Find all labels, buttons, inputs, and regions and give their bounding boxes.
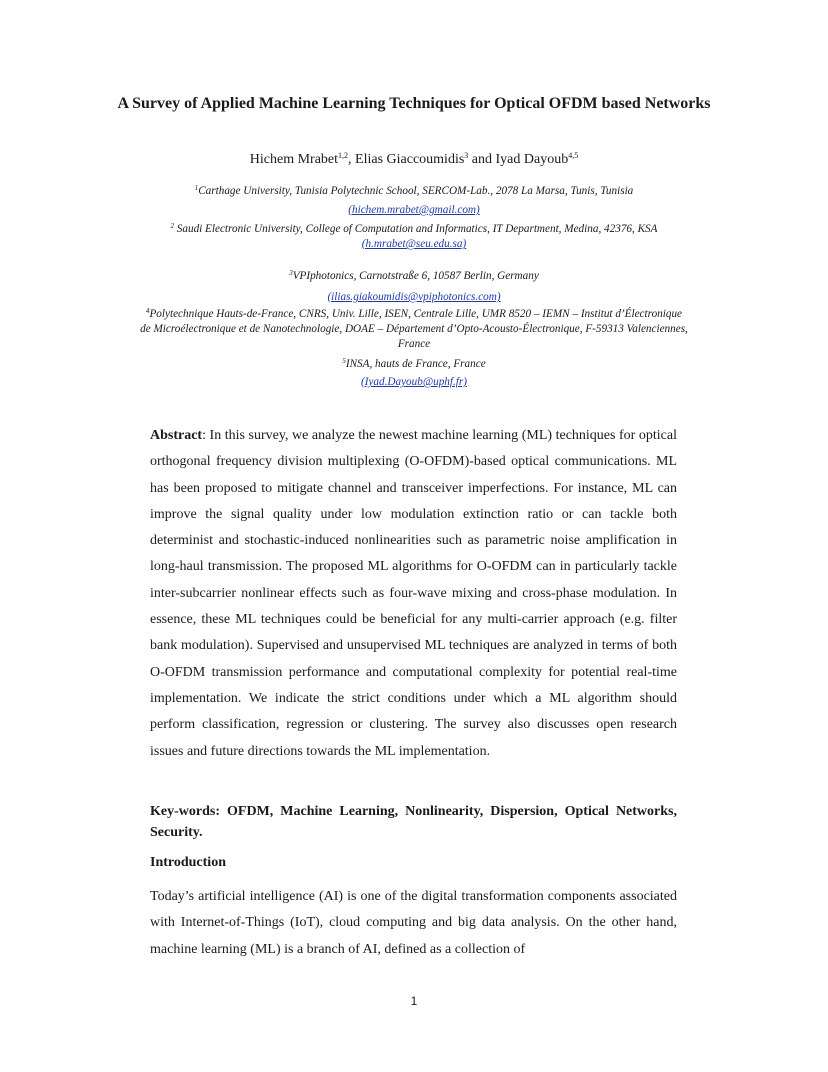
- introduction-paragraph: Today’s artificial intelligence (AI) is one of the digital transformation components associated with Internet-of-Things (IoT), cloud computing and big data analysis. On the other hand, machine learning (ML) is a branch of AI, defined as a collection of: [150, 889, 677, 957]
- page-number: 1: [410, 994, 418, 1008]
- abstract-text: : In this survey, we analyze the newest machine learning (ML) techniques for optical orthogonal frequency division multiplexing (O-OFDM)-based optical communications. ML has been proposed to mitigate channel and transceiver imperfections. For instance, ML can improve the signal quality under low modulation extinction ratio or can tackle both determinist and stochastic-induced nonlinearities such as parametric noise amplification in long-haul transmission. The proposed ML algorithms for O-OFDM can in particularly tackle inter-subcarrier nonlinear effects such as four-wave mixing and cross-phase modulation. In essence, these ML techniques could be beneficial for any multi-carrier approach (e.g. filter bank modulation). Supervised and unsupervised ML techniques are analyzed in terms of both O-OFDM transmission performance and computational complexity for potential real-time implementation. We indicate the strict conditions under which a ML algorithm should perform classification, regression or clustering. The survey also discusses open research issues and future directions towards the ML implementation.: [150, 428, 677, 759]
- affiliation-2: [140, 222, 688, 252]
- email-link[interactable]: (hichem.mrabet@gmail.com): [348, 204, 480, 216]
- affiliation-5: [140, 357, 688, 390]
- abstract-label: Abstract: [150, 428, 203, 443]
- affiliation-4: [140, 307, 688, 352]
- affiliation-mark: 3: [289, 269, 293, 277]
- author-separator: and: [468, 152, 496, 167]
- affiliation-mark: 4: [145, 307, 150, 315]
- affiliation-text: VPIphotonics, Carnotstraße 6, 10587 Berlin, Germany: [292, 270, 539, 282]
- author-separator: ,: [348, 152, 356, 167]
- affiliation-mark: 2: [170, 222, 174, 230]
- author-line: [100, 150, 728, 170]
- affiliation-text: Carthage University, Tunisia Polytechnic School, SERCOM-Lab., 2078 La Marsa, Tunis, Tunisia: [198, 185, 634, 197]
- author-affiliation-mark: 4,5: [568, 151, 579, 160]
- email-link[interactable]: (Iyad.Dayoub@uphf.fr): [361, 376, 467, 388]
- paper-title: A Survey of Applied Machine Learning Techniques for Optical OFDM based Networks: [117, 95, 711, 112]
- abstract-paragraph: [150, 423, 677, 765]
- affiliation-3: [140, 269, 688, 305]
- email-link[interactable]: (ilias.giakoumidis@vpiphotonics.com): [327, 291, 501, 303]
- affiliation-text: Saudi Electronic University, College of Computation and Informatics, IT Department, Medina, 42376, KSA: [173, 223, 658, 235]
- author-name: Iyad Dayoub: [495, 152, 569, 167]
- affiliation-1: [140, 184, 688, 218]
- email-link[interactable]: (h.mrabet@seu.edu.sa): [361, 238, 467, 250]
- author-name: Elias Giaccoumidis: [355, 152, 465, 167]
- affiliation-text: INSA, hauts de France, France: [345, 358, 486, 370]
- author-affiliation-mark: 3: [464, 151, 469, 160]
- author-affiliation-mark: 1,2: [338, 151, 349, 160]
- keywords: Key-words: OFDM, Machine Learning, Nonlinearity, Dispersion, Optical Networks, Security.: [150, 804, 677, 840]
- affiliation-mark: 1: [194, 184, 199, 192]
- author-name: Hichem Mrabet: [249, 152, 339, 167]
- affiliation-text: Polytechnique Hauts-de-France, CNRS, Univ. Lille, ISEN, Centrale Lille, UMR 8520 – IEMN – Institut d’Électronique de Microélectronique et de Nanotechnologie, DOAE – Département d’Opto-Acousto-Électronique, F-59313 Valenciennes, France: [140, 308, 688, 350]
- affiliation-mark: 5: [342, 357, 346, 365]
- section-heading-introduction: Introduction: [150, 855, 226, 870]
